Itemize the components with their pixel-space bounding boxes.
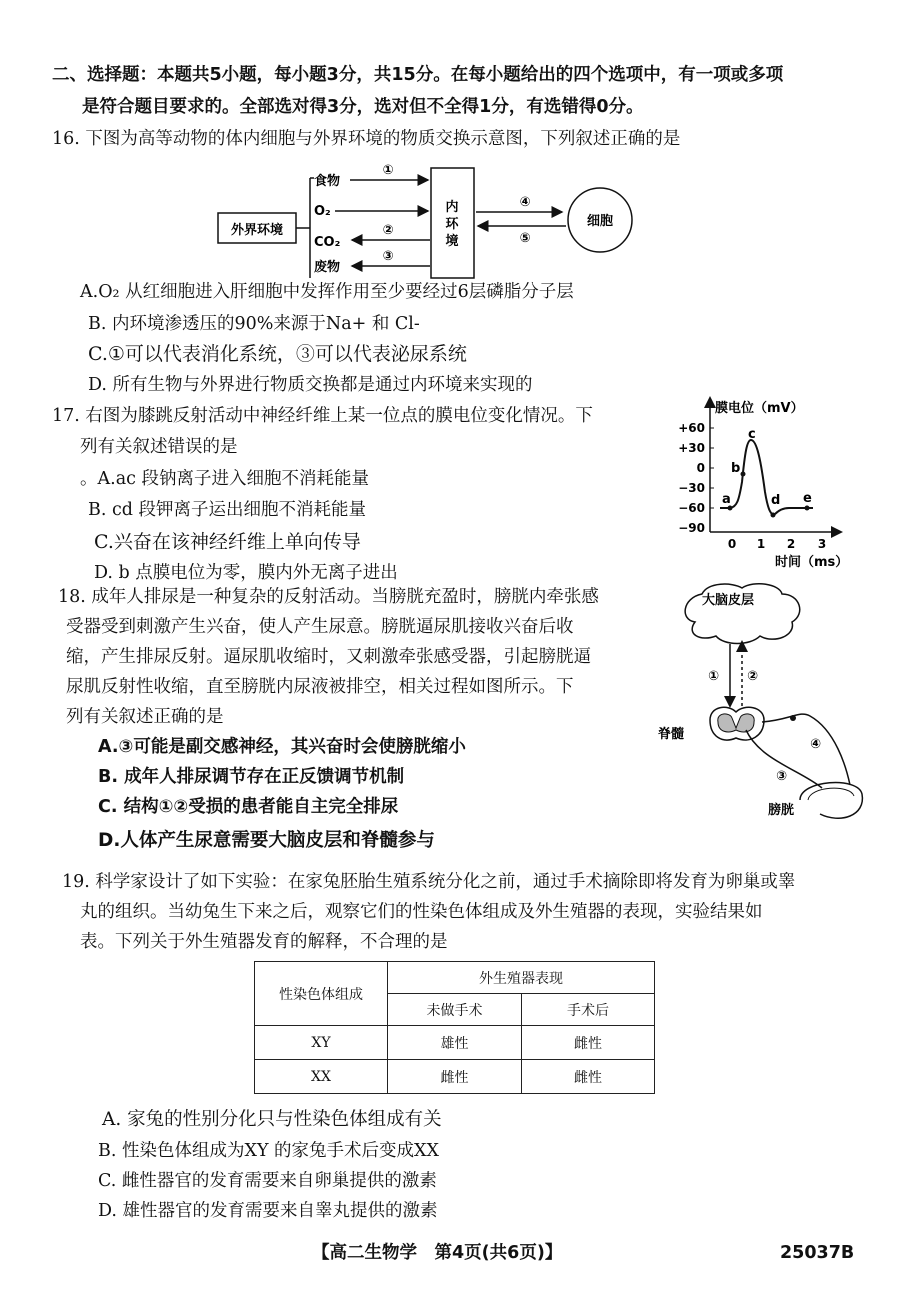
- point-d-label: d: [771, 493, 781, 508]
- co2-label: CO₂: [314, 235, 341, 250]
- footer-page-info: 【高二生物学 第4页(共6页)】: [312, 1243, 563, 1263]
- q16-exchange-diagram: [210, 160, 650, 280]
- footer-code: 25037B: [780, 1243, 855, 1263]
- table-cell: 雄性: [388, 1026, 522, 1060]
- spine-label: 脊髓: [658, 727, 685, 742]
- th-after-surgery: 手术后: [522, 994, 655, 1026]
- q19-option-d: D. 雄性器官的发育需要来自睾丸提供的激素: [98, 1201, 438, 1221]
- outside-env-label: 外界环境: [230, 223, 284, 238]
- ytick-m30: −30: [678, 481, 705, 495]
- q19-option-a: A. 家兔的性别分化只与性染色体组成有关: [102, 1109, 442, 1130]
- inner-env-char3: 境: [445, 234, 459, 249]
- label-c1: ①: [708, 669, 720, 684]
- q16-option-a: A.O₂ 从红细胞进入肝细胞中发挥作用至少要经过6层磷脂分子层: [80, 282, 574, 302]
- ytick-60: +60: [678, 421, 705, 435]
- point-b-dot: [741, 472, 746, 477]
- q18-reflex-diagram: [650, 580, 875, 825]
- bladder-label: 膀胱: [768, 803, 795, 818]
- q17-stem-line2: 列有关叙述错误的是: [80, 437, 238, 457]
- q18-line4: 尿肌反射性收缩，直至膀胱内尿液被排空，相关过程如图所示。下: [66, 677, 574, 697]
- q18-line2: 受器受到刺激产生兴奋，使人产生尿意。膀胱逼尿肌接收兴奋后收: [66, 617, 574, 637]
- inner-env-char1: 内: [445, 200, 459, 215]
- section-header-line2: 是符合题目要求的。全部选对得3分，选对但不全得1分，有选错得0分。: [82, 97, 644, 117]
- label-3: ③: [382, 249, 394, 264]
- q18-option-a: A.③可能是副交感神经，其兴奋时会使膀胱缩小: [98, 737, 466, 757]
- q19-option-c: C. 雌性器官的发育需要来自卵巢提供的激素: [98, 1171, 437, 1191]
- label-5: ⑤: [519, 231, 531, 246]
- q19-line2: 丸的组织。当幼兔生下来之后，观察它们的性染色体组成及外生殖器的表现，实验结果如: [80, 902, 763, 922]
- q18-option-c: C. 结构①②受损的患者能自主完全排尿: [98, 797, 399, 817]
- section-header-line1: 二、选择题：本题共5小题，每小题3分，共15分。在每小题给出的四个选项中，有一项或多项: [52, 65, 784, 85]
- label-4: ④: [519, 195, 531, 210]
- point-a-label: a: [722, 492, 731, 507]
- ytick-30: +30: [678, 441, 705, 455]
- th-external-genitalia: 外生殖器表现: [388, 962, 655, 994]
- table-row: [255, 1026, 655, 1060]
- table-row: [255, 1060, 655, 1094]
- xtick-2: 2: [786, 537, 796, 551]
- q17-option-b: B. cd 段钾离子运出细胞不消耗能量: [88, 500, 367, 520]
- o2-label: O₂: [314, 204, 331, 219]
- table-cell: 雌性: [522, 1060, 655, 1094]
- waste-label: 废物: [314, 260, 341, 275]
- q18-line1: 18. 成年人排尿是一种复杂的反射活动。当膀胱充盈时，膀胱内牵张感: [58, 587, 599, 607]
- label-1: ①: [382, 163, 394, 178]
- table-cell: 雌性: [522, 1026, 655, 1060]
- point-c-label: c: [748, 427, 756, 442]
- th-no-surgery: 未做手术: [388, 994, 522, 1026]
- q16-option-d: D. 所有生物与外界进行物质交换都是通过内环境来实现的: [88, 375, 533, 395]
- q18-option-d: D.人体产生尿意需要大脑皮层和脊髓参与: [98, 830, 435, 851]
- q18-line5: 列有关叙述正确的是: [66, 707, 224, 727]
- q19-line1: 19. 科学家设计了如下实验：在家兔胚胎生殖系统分化之前，通过手术摘除即将发育为卵巢或睾: [62, 872, 796, 892]
- label-c3: ③: [776, 769, 788, 784]
- cell-label: 细胞: [586, 214, 614, 229]
- bladder-inner: [808, 788, 854, 800]
- cortex-label: 大脑皮层: [702, 593, 755, 608]
- q16-stem: 16. 下图为高等动物的体内细胞与外界环境的物质交换示意图，下列叙述正确的是: [52, 129, 681, 149]
- q17-option-a: 。A.ac 段钠离子进入细胞不消耗能量: [80, 469, 369, 489]
- q17-stem-line1: 17. 右图为膝跳反射活动中神经纤维上某一位点的膜电位变化情况。下: [52, 406, 593, 426]
- q17-option-d: D. b 点膜电位为零，膜内外无离子进出: [94, 563, 398, 583]
- xtick-3: 3: [817, 537, 827, 551]
- xtick-0: 0: [727, 537, 737, 551]
- y-axis-label: 膜电位（mV）: [715, 401, 804, 416]
- label-c2: ②: [747, 669, 759, 684]
- point-e-label: e: [803, 491, 812, 506]
- ytick-m60: −60: [678, 501, 705, 515]
- q19-option-b: B. 性染色体组成为XY 的家兔手术后变成XX: [98, 1141, 439, 1161]
- food-label: 食物: [314, 174, 341, 189]
- point-d-dot: [771, 513, 776, 518]
- th-chromosome: 性染色体组成: [255, 962, 388, 1026]
- q19-line3: 表。下列关于外生殖器发育的解释，不合理的是: [80, 932, 448, 952]
- inner-env-char2: 环: [445, 217, 459, 232]
- q17-membrane-potential-chart: [665, 392, 865, 577]
- label-2: ②: [382, 223, 394, 238]
- q18-option-b: B. 成年人排尿调节存在正反馈调节机制: [98, 767, 405, 787]
- table-cell: XX: [255, 1060, 388, 1094]
- label-c4: ④: [810, 737, 822, 752]
- q18-line3: 缩，产生排尿反射。逼尿肌收缩时，又刺激牵张感受器，引起膀胱逼: [66, 647, 591, 667]
- point-b-label: b: [731, 461, 741, 476]
- x-axis-label: 时间（ms）: [775, 555, 849, 570]
- q16-option-b: B. 内环境渗透压的90%来源于Na+ 和 Cl-: [88, 314, 420, 334]
- point-e-dot: [805, 506, 810, 511]
- ytick-0: 0: [696, 461, 705, 475]
- q19-results-table: [254, 961, 655, 1094]
- table-cell: 雌性: [388, 1060, 522, 1094]
- potential-curve: [720, 440, 813, 514]
- table-cell: XY: [255, 1026, 388, 1060]
- ganglion-dot: [790, 715, 796, 721]
- q17-option-c: C.兴奋在该神经纤维上单向传导: [94, 531, 361, 553]
- xtick-1: 1: [756, 537, 766, 551]
- ytick-m90: −90: [678, 521, 705, 535]
- q16-option-c: C.①可以代表消化系统，③可以代表泌尿系统: [88, 343, 467, 365]
